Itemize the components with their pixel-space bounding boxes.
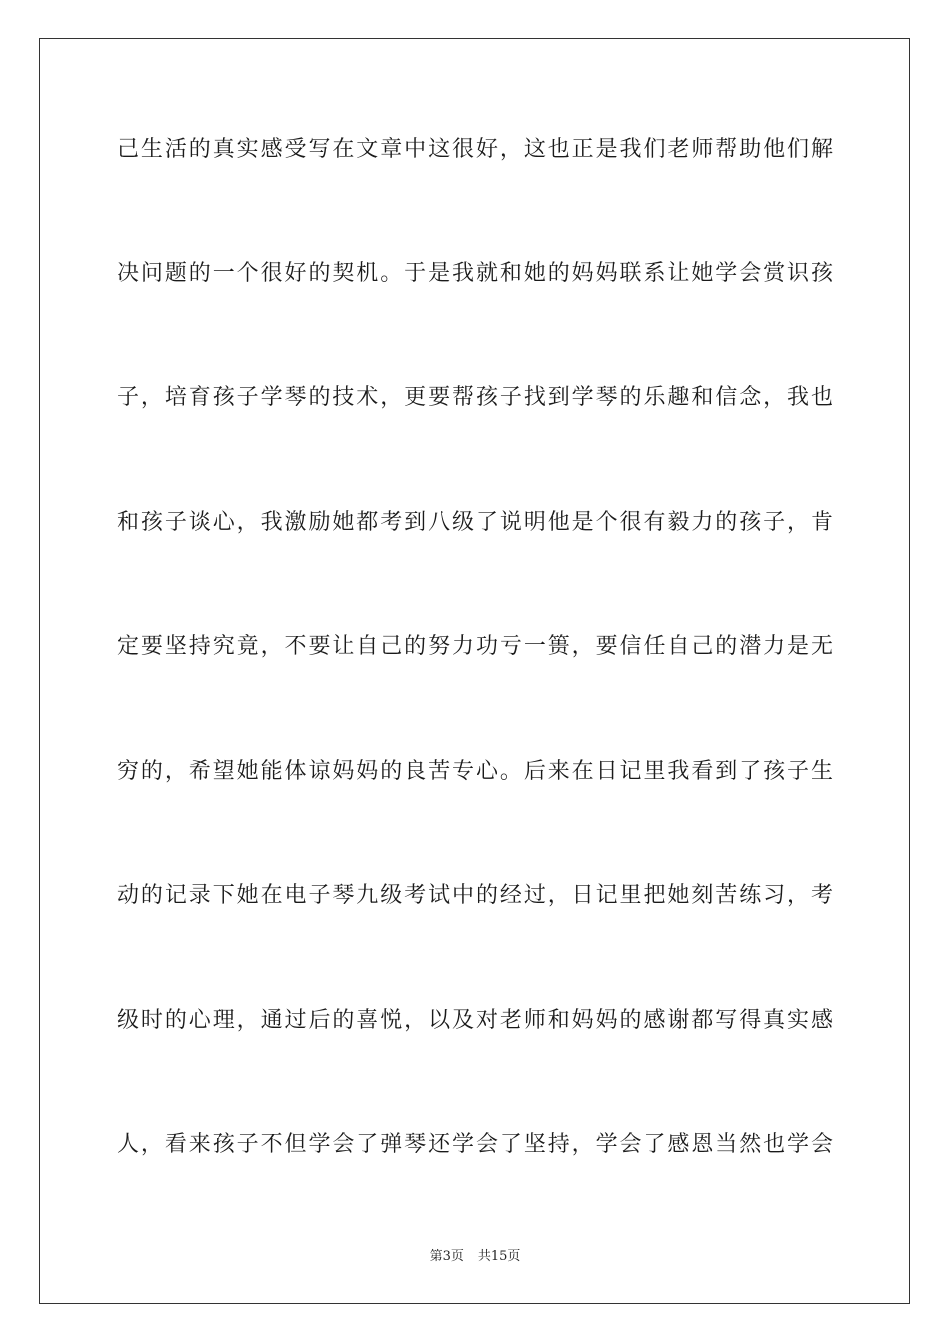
- page-footer: [0, 1248, 950, 1266]
- body-text-line: 穷的，希望她能体谅妈妈的良苦专心。后来在日记里我看到了孩子生: [117, 759, 833, 784]
- body-text-line: 己生活的真实感受写在文章中这很好，这也正是我们老师帮助他们解: [117, 137, 833, 162]
- body-text-line: 决问题的一个很好的契机。于是我就和她的妈妈联系让她学会赏识孩: [117, 261, 833, 286]
- page-number: 第3页: [429, 1249, 464, 1264]
- body-text-line: 级时的心理，通过后的喜悦，以及对老师和妈妈的感谢都写得真实感: [117, 1008, 833, 1033]
- body-text-line: 动的记录下她在电子琴九级考试中的经过，日记里把她刻苦练习，考: [117, 883, 833, 908]
- body-text-line: 定要坚持究竟，不要让自己的努力功亏一篑，要信任自己的潜力是无: [117, 634, 833, 659]
- body-text-line: 和孩子谈心，我激励她都考到八级了说明他是个很有毅力的孩子，肯: [117, 510, 833, 535]
- page-border: [39, 38, 910, 1304]
- total-pages: 共15页: [477, 1249, 521, 1264]
- body-text-line: 子，培育孩子学琴的技术，更要帮孩子找到学琴的乐趣和信念，我也: [117, 385, 833, 410]
- body-text-line: 人，看来孩子不但学会了弹琴还学会了坚持，学会了感恩当然也学会: [117, 1132, 833, 1157]
